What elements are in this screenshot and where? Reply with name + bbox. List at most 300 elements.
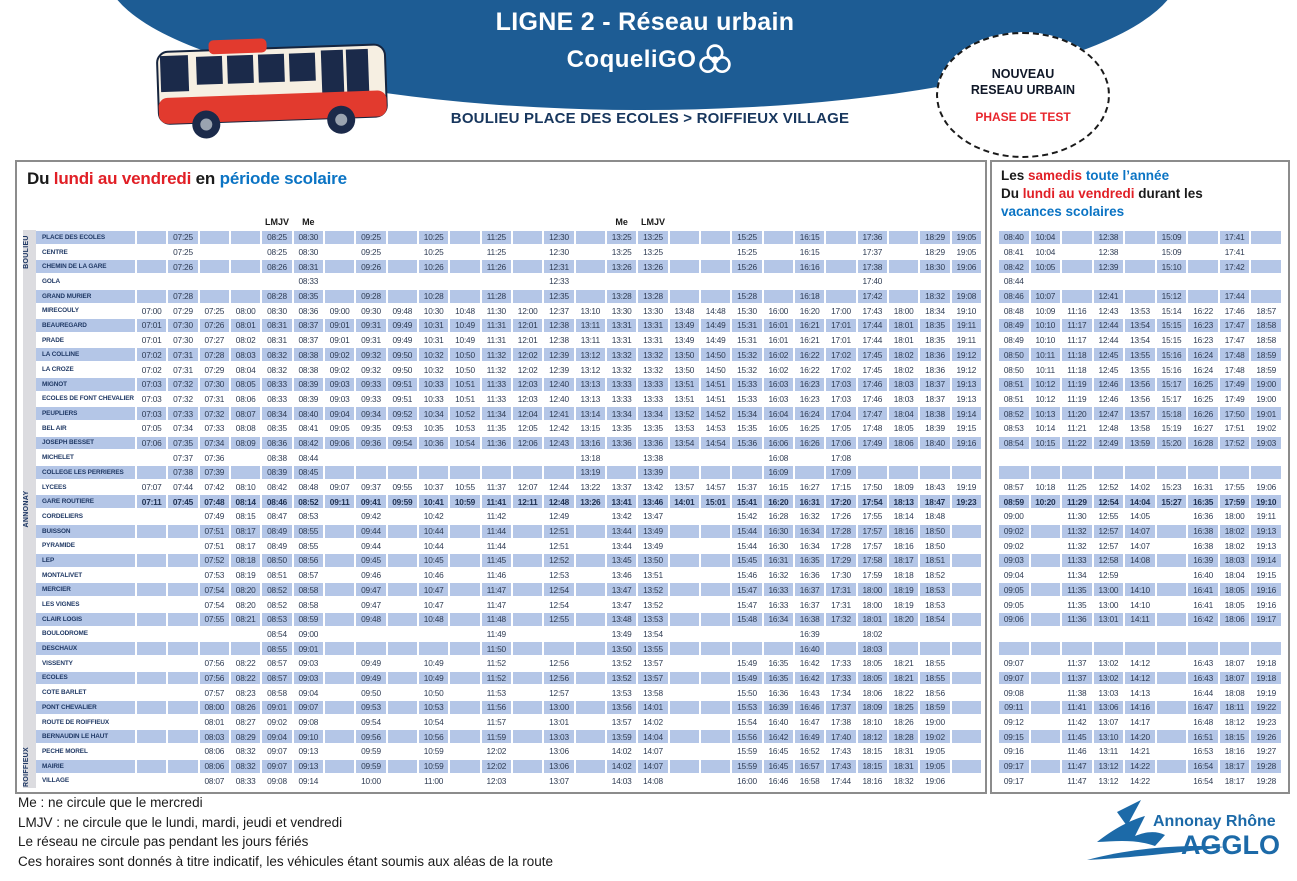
time-cell: 18:50 [920,525,949,538]
timetable-row [23,289,981,304]
time-cell: 10:12 [1031,378,1061,391]
time-cell: 12:38 [1098,247,1119,258]
time-cell: 16:38 [795,613,824,626]
time-cell [920,451,949,464]
time-cell: 09:48 [356,613,385,626]
time-cell: 11:19 [1062,378,1092,391]
time-cell: 12:39 [544,348,573,361]
time-cell [1031,569,1061,582]
stop-name: PECHE MOREL [42,747,88,755]
timetable-row [999,421,1281,436]
timetable-row [23,421,981,436]
time-cell [1125,260,1155,273]
stop-name: DESCHAUX [23,642,135,655]
time-cell: 18:12 [1224,717,1245,728]
time-cell: 09:11 [999,701,1029,714]
timetable-row [23,656,981,671]
time-cell: 18:07 [1224,658,1245,669]
time-cell: 08:07 [231,407,260,420]
time-cell [1157,686,1187,699]
timetable-row [999,744,1281,759]
time-cell [325,466,354,479]
time-cell [513,275,542,288]
time-cell: 12:56 [544,672,573,685]
time-cell: 12:38 [544,319,573,332]
time-cell: 08:27 [235,717,256,728]
time-cell [325,716,354,729]
time-cell: 18:16 [893,540,914,551]
time-cell: 08:50 [1003,364,1024,375]
time-cell: 09:49 [388,319,417,332]
time-cell [576,672,605,685]
timetable-row [23,362,981,377]
time-cell: 08:51 [999,378,1029,391]
time-cell [137,583,166,596]
time-cell: 16:16 [795,260,824,273]
time-cell [826,627,855,640]
time-cell: 11:18 [1067,364,1087,375]
stop-name: JOSEPH BESSET [23,437,135,450]
time-cell: 07:38 [168,466,197,479]
time-cell [513,260,542,273]
time-cell [231,642,260,655]
time-cell: 10:00 [361,775,381,786]
time-cell [952,672,981,685]
time-cell [1031,642,1061,655]
time-cell: 12:49 [1094,437,1124,450]
time-cell: 11:35 [1062,583,1092,596]
time-cell [325,613,354,626]
stop-name: BUISSON [23,525,135,538]
time-cell [732,451,761,464]
time-cell [670,554,699,567]
time-cell: 16:39 [1188,554,1218,567]
time-cell: 18:39 [925,423,945,434]
time-cell: 15:27 [1157,495,1187,508]
time-cell: 14:21 [1130,746,1150,757]
time-cell: 09:02 [1003,540,1024,551]
time-cell: 11:17 [1067,335,1087,346]
time-cell: 11:47 [1062,760,1092,773]
time-cell [764,275,793,288]
time-cell [356,451,385,464]
time-cell [513,246,542,259]
time-cell: 07:06 [137,437,166,450]
stop-name: MIGNOT [23,378,135,391]
time-cell: 16:41 [1193,599,1213,610]
time-cell [1031,583,1061,596]
time-cell: 18:16 [889,525,918,538]
time-cell: 11:30 [486,305,506,316]
time-cell: 09:01 [329,335,350,346]
time-cell: 07:42 [204,482,225,493]
time-cell: 16:22 [799,364,820,375]
time-cell: 17:42 [1220,260,1250,273]
time-cell [1188,642,1218,655]
time-cell [576,246,605,259]
time-cell [482,466,511,479]
time-cell [450,745,479,758]
time-cell [450,569,479,582]
time-cell: 17:40 [826,730,855,743]
time-cell [670,466,699,479]
time-cell: 08:49 [267,540,287,551]
time-cell: 07:30 [173,335,193,346]
time-cell: 15:47 [737,599,757,610]
time-cell: 08:33 [298,276,319,287]
time-cell: 13:03 [1098,687,1119,698]
time-cell [168,730,197,743]
time-cell: 13:33 [607,378,636,391]
commune-label-annonay: ANNONAY [23,490,30,528]
time-cell: 08:03 [200,730,229,743]
new-network-badge [936,32,1110,158]
time-cell: 08:53 [1003,423,1024,434]
time-cell: 18:01 [858,613,887,626]
time-cell [231,246,260,259]
time-cell: 18:53 [925,599,945,610]
time-cell: 13:31 [638,319,667,332]
timetable-row [23,406,981,421]
time-cell [1157,774,1187,787]
time-cell: 08:57 [262,672,291,685]
time-cell [670,716,699,729]
time-cell: 14:48 [705,305,726,316]
time-cell: 16:58 [799,775,820,786]
time-cell: 15:33 [732,378,761,391]
timetable-row [23,568,981,583]
time-cell: 16:53 [1193,746,1213,757]
time-cell [670,672,699,685]
time-cell: 08:32 [235,746,256,757]
time-cell: 10:56 [419,730,448,743]
time-cell: 07:57 [204,687,225,698]
time-cell [576,730,605,743]
time-cell: 13:11 [576,319,605,332]
timetable-row [999,465,1281,480]
timetable-row [23,509,981,524]
coqueligo-logo-text: CoqueliGO [566,46,697,73]
time-cell [388,672,417,685]
time-cell: 15:14 [1161,305,1182,316]
time-cell: 17:33 [826,672,855,685]
time-cell [1062,627,1092,640]
time-cell: 09:54 [388,437,417,450]
timetable-row [999,494,1281,509]
time-cell [795,275,824,288]
time-cell: 08:22 [231,672,260,685]
time-cell: 15:18 [1157,407,1187,420]
time-cell: 13:46 [611,570,632,581]
time-cell: 12:40 [544,378,573,391]
time-cell [1094,451,1124,464]
time-cell: 08:55 [294,525,323,538]
time-cell: 17:37 [862,247,883,258]
time-cell: 10:45 [419,554,448,567]
time-cell [952,613,981,626]
time-cell: 13:47 [611,599,632,610]
time-cell: 08:50 [999,348,1029,361]
time-cell: 16:35 [768,658,789,669]
time-cell: 07:29 [173,305,193,316]
time-cell: 11:20 [1062,407,1092,420]
timetable-row [23,583,981,598]
time-cell: 17:30 [831,570,851,581]
time-cell: 17:59 [862,570,883,581]
time-cell [1062,451,1092,464]
column-header-empty [168,215,197,229]
time-cell: 17:00 [831,305,851,316]
time-cell [670,613,699,626]
time-cell: 11:17 [1062,319,1092,332]
time-cell: 10:50 [450,348,479,361]
time-cell [325,231,354,244]
time-cell: 10:50 [423,687,444,698]
time-cell: 13:12 [1098,775,1119,786]
time-cell: 15:32 [732,348,761,361]
time-cell: 18:14 [893,511,914,522]
time-cell: 17:47 [858,407,887,420]
time-cell [450,686,479,699]
time-cell: 10:37 [423,482,444,493]
time-cell: 17:01 [831,335,851,346]
time-cell [1188,246,1218,259]
time-cell: 08:57 [298,570,319,581]
time-cell: 14:20 [1125,730,1155,743]
time-cell: 19:26 [1251,730,1281,743]
time-cell: 12:51 [544,525,573,538]
column-header-empty [544,215,573,229]
time-cell: 15:20 [1157,437,1187,450]
time-cell [920,627,949,640]
time-cell: 14:12 [1125,672,1155,685]
time-cell: 19:18 [1251,672,1281,685]
time-cell: 11:49 [486,628,506,639]
time-cell: 11:32 [1062,525,1092,538]
time-cell: 14:07 [1125,525,1155,538]
time-cell [952,451,981,464]
time-cell [576,716,605,729]
time-cell: 13:06 [549,746,569,757]
time-cell [450,598,479,611]
time-cell: 13:42 [643,482,663,493]
time-cell: 16:49 [795,730,824,743]
timetable-row [23,392,981,407]
time-cell: 16:38 [1188,525,1218,538]
time-cell: 09:01 [325,319,354,332]
time-cell: 08:47 [267,511,287,522]
time-cell [388,451,417,464]
time-cell: 16:06 [764,437,793,450]
time-cell: 15:47 [732,583,761,596]
time-cell: 16:03 [768,393,789,404]
time-cell: 14:02 [643,717,663,728]
time-cell: 12:43 [1098,305,1119,316]
time-cell [1157,539,1187,552]
time-cell [137,554,166,567]
title-part: période scolaire [219,169,347,188]
time-cell: 13:26 [576,495,605,508]
time-cell [1125,275,1155,288]
time-cell: 12:55 [544,613,573,626]
time-cell [325,686,354,699]
time-cell [952,701,981,714]
time-cell: 18:53 [920,583,949,596]
time-cell [513,745,542,758]
time-cell: 16:38 [1193,540,1213,551]
time-cell [450,525,479,538]
time-cell: 07:05 [141,423,162,434]
time-cell: 08:26 [231,701,260,714]
time-cell: 18:05 [893,423,914,434]
time-cell: 11:48 [482,613,511,626]
time-cell [732,627,761,640]
time-cell [889,246,918,259]
time-cell [1031,539,1061,552]
time-cell [670,246,699,259]
time-cell [137,451,166,464]
time-cell: 12:38 [1094,231,1124,244]
time-cell: 18:43 [925,482,945,493]
time-cell: 17:44 [862,335,883,346]
time-cell [325,642,354,655]
time-cell [576,774,605,787]
time-cell: 18:34 [925,305,945,316]
column-header-empty [826,215,855,229]
time-cell [137,613,166,626]
title-part: Du [27,169,54,188]
time-cell [388,569,417,582]
time-cell: 12:31 [544,260,573,273]
time-cell: 13:06 [544,760,573,773]
time-cell: 16:51 [1188,730,1218,743]
time-cell: 07:32 [200,407,229,420]
time-cell [388,642,417,655]
time-cell: 09:54 [361,717,381,728]
time-cell: 13:33 [643,393,663,404]
time-cell: 16:02 [764,348,793,361]
time-cell: 08:10 [235,482,256,493]
time-cell: 13:30 [643,305,663,316]
time-cell: 13:49 [611,628,632,639]
time-cell [231,290,260,303]
time-cell [1188,466,1218,479]
time-cell: 14:04 [1125,495,1155,508]
time-cell: 10:20 [1031,495,1061,508]
time-cell: 13:26 [607,260,636,273]
time-cell: 09:31 [361,335,381,346]
time-cell: 10:59 [419,760,448,773]
time-cell [482,451,511,464]
time-cell: 18:29 [920,231,949,244]
timetable-row [999,377,1281,392]
time-cell [168,745,197,758]
time-cell: 18:11 [1220,701,1250,714]
time-cell: 17:36 [858,231,887,244]
time-cell [952,598,981,611]
time-cell [1031,613,1061,626]
time-cell: 09:25 [361,247,381,258]
time-cell: 07:51 [204,540,225,551]
time-cell [576,598,605,611]
time-cell: 18:17 [889,554,918,567]
timetable-row [23,436,981,451]
time-cell: 11:37 [1062,672,1092,685]
time-cell [670,642,699,655]
time-cell [419,642,448,655]
time-cell: 12:39 [1094,260,1124,273]
time-cell: 07:31 [173,364,193,375]
time-cell: 08:15 [235,511,256,522]
time-cell: 16:00 [768,305,789,316]
time-cell: 09:12 [1003,717,1024,728]
time-cell: 16:15 [799,247,820,258]
time-cell: 09:02 [325,348,354,361]
time-cell [325,510,354,523]
time-cell: 08:32 [267,364,287,375]
time-cell: 17:58 [858,554,887,567]
time-cell: 09:04 [1003,570,1024,581]
time-cell: 18:04 [1224,570,1245,581]
time-cell: 16:02 [768,364,789,375]
time-cell [137,539,166,552]
time-cell [1157,730,1187,743]
time-cell: 09:02 [999,525,1029,538]
time-cell [576,539,605,552]
time-cell: 18:01 [889,319,918,332]
stop-name: VILLAGE [42,777,69,785]
time-cell [764,246,793,259]
time-cell [388,510,417,523]
time-cell: 15:59 [732,760,761,773]
time-cell: 09:48 [392,305,413,316]
time-cell [1251,642,1281,655]
time-cell [168,539,197,552]
timetable-row [999,641,1281,656]
time-cell [325,774,354,787]
stop-name: LA CROZE [42,366,74,374]
time-cell [168,716,197,729]
time-cell [450,554,479,567]
time-cell: 17:38 [858,260,887,273]
time-cell [701,598,730,611]
time-cell [137,686,166,699]
time-cell [388,701,417,714]
time-cell: 15:17 [1161,393,1182,404]
time-cell [701,525,730,538]
time-cell: 12:40 [549,393,569,404]
time-cell: 13:01 [549,717,569,728]
time-cell [513,627,542,640]
time-cell: 15:16 [1161,364,1182,375]
time-cell: 16:39 [799,628,820,639]
time-cell: 16:18 [795,290,824,303]
time-cell: 08:38 [298,364,319,375]
time-cell [576,290,605,303]
time-cell: 18:05 [862,658,883,669]
time-cell: 13:49 [670,319,699,332]
time-cell: 13:57 [643,658,663,669]
time-cell: 14:07 [643,746,663,757]
time-cell: 09:35 [361,423,381,434]
time-cell: 11:35 [1067,599,1087,610]
time-cell: 07:56 [200,672,229,685]
time-cell [1157,583,1187,596]
time-cell [137,627,166,640]
badge-line1: NOUVEAU [991,67,1055,81]
time-cell: 18:06 [889,437,918,450]
time-cell [1062,246,1092,259]
